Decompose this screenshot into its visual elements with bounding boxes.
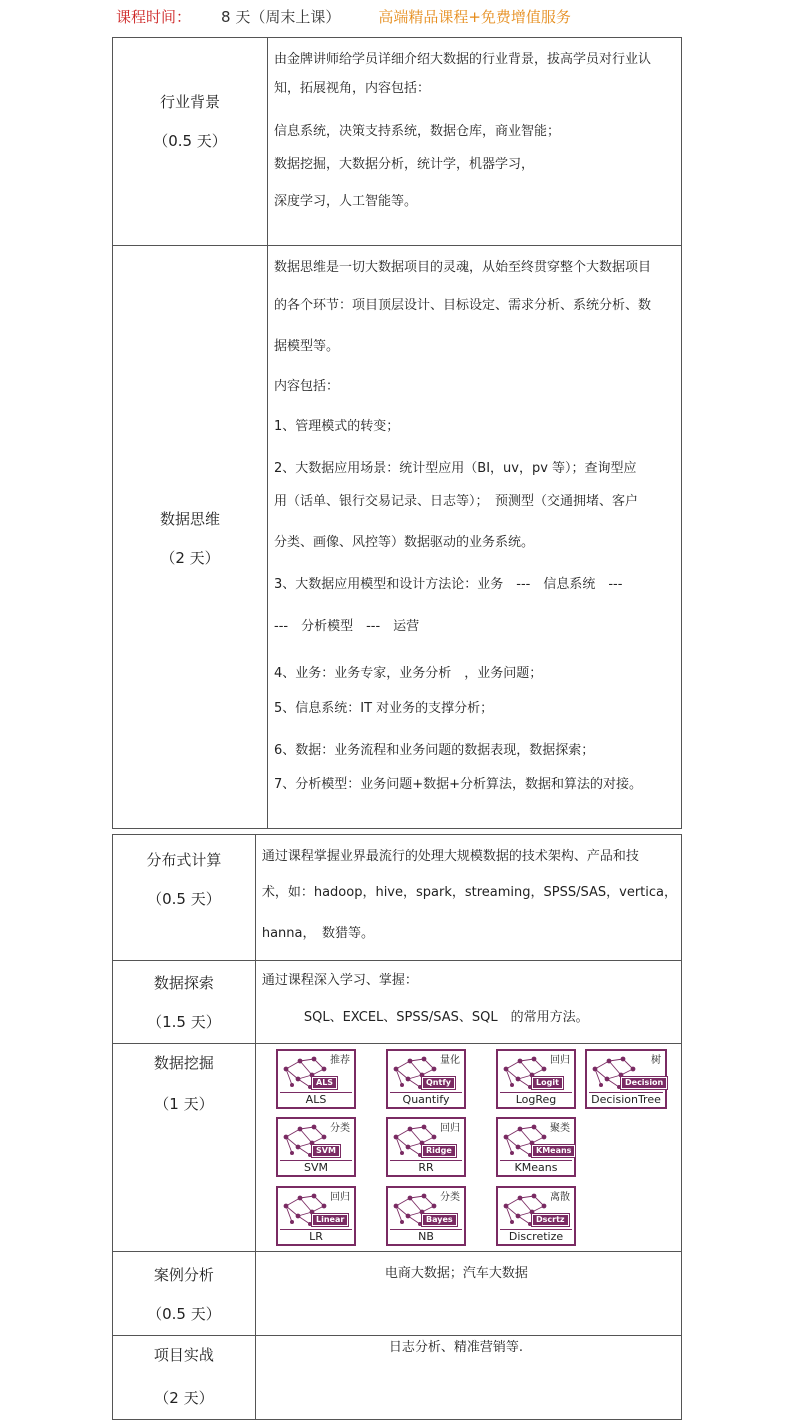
algorithm-category: 回归 bbox=[330, 1192, 350, 1203]
module-duration: （2 天） bbox=[154, 1389, 214, 1407]
module-name: 项目实战 bbox=[153, 1346, 214, 1364]
algorithm-badge: SVM bbox=[312, 1145, 340, 1157]
module-name: 数据思维 bbox=[159, 510, 220, 528]
content-line: hanna， 数猎等。 bbox=[261, 926, 374, 941]
module-row-cases bbox=[113, 1252, 682, 1336]
course-time-label: 课程时间： bbox=[116, 8, 192, 26]
module-row-exploration bbox=[113, 961, 682, 1044]
algorithm-category: 聚类 bbox=[550, 1123, 570, 1134]
course-time-header bbox=[116, 6, 571, 27]
module-name: 数据挖掘 bbox=[153, 1054, 214, 1072]
algorithm-badge: Dscrtz bbox=[532, 1214, 569, 1226]
algorithm-category: 推荐 bbox=[330, 1055, 350, 1066]
module-row-distributed bbox=[113, 835, 682, 961]
content-line: 6、数据：业务流程和业务问题的数据表现，数据探索； bbox=[274, 743, 595, 758]
algorithm-label: ALS bbox=[305, 1093, 327, 1106]
algorithm-category: 分类 bbox=[440, 1192, 460, 1203]
module-duration: （1 天） bbox=[154, 1095, 214, 1113]
content-line: 4、业务：业务专家，业务分析 ，业务问题； bbox=[274, 666, 543, 681]
content-line: 2、大数据应用场景：统计型应用（BI，uv，pv 等）；查询型应 bbox=[274, 461, 637, 476]
module-duration: （2 天） bbox=[160, 549, 220, 567]
course-days: 8 天（周末上课） bbox=[221, 8, 341, 26]
algorithm-tile-rr bbox=[386, 1117, 466, 1177]
content-line: 日志分析、精准营销等. bbox=[388, 1340, 523, 1355]
content-line: SQL、EXCEL、SPSS/SAS、SQL 的常用方法。 bbox=[303, 1010, 589, 1025]
algorithm-tile-svm bbox=[276, 1117, 356, 1177]
module-duration: （1.5 天） bbox=[147, 1013, 221, 1031]
module-title-cell bbox=[113, 1044, 256, 1252]
algorithm-badge: Decision bbox=[621, 1077, 667, 1089]
promo-text: 高端精品课程+免费增值服务 bbox=[378, 8, 571, 26]
algorithm-tile-quantify bbox=[386, 1049, 466, 1109]
content-line: 通过课程掌握业界最流行的处理大规模数据的技术架构、产品和技 bbox=[261, 849, 639, 864]
algorithm-category: 分类 bbox=[330, 1123, 350, 1134]
content-line: 信息系统，决策支持系统，数据仓库，商业智能； bbox=[274, 124, 561, 139]
module-title-cell bbox=[113, 835, 256, 961]
module-duration: （0.5 天） bbox=[147, 890, 221, 908]
algorithm-badge: KMeans bbox=[532, 1145, 575, 1157]
module-duration: （0.5 天） bbox=[147, 1305, 221, 1323]
algorithm-label: KMeans bbox=[514, 1161, 558, 1174]
algorithm-badge: Linear bbox=[312, 1214, 348, 1226]
module-title-cell bbox=[113, 961, 256, 1044]
course-table-part1 bbox=[112, 37, 682, 829]
content-line: 深度学习，人工智能等。 bbox=[274, 194, 418, 209]
algorithm-tile-als bbox=[276, 1049, 356, 1109]
content-line: 据模型等。 bbox=[274, 339, 340, 354]
module-name: 行业背景 bbox=[159, 93, 220, 111]
content-line: 分类、画像、风控等）数据驱动的业务系统。 bbox=[274, 535, 535, 550]
content-line: 术，如：hadoop，hive，spark，streaming，SPSS/SAS，vertica， bbox=[261, 885, 677, 900]
algorithm-label: DecisionTree bbox=[591, 1093, 661, 1106]
algorithm-badge: Ridge bbox=[422, 1145, 456, 1157]
module-title-cell bbox=[113, 1252, 256, 1336]
algorithm-category: 离散 bbox=[550, 1192, 570, 1203]
algorithm-tile-discretize bbox=[496, 1186, 576, 1246]
algorithm-badge: ALS bbox=[312, 1077, 337, 1089]
module-row-thinking bbox=[113, 246, 682, 829]
content-line: 5、信息系统：IT 对业务的支撑分析； bbox=[274, 701, 494, 716]
algorithm-tile-kmeans bbox=[496, 1117, 576, 1177]
content-line: 7、分析模型：业务问题+数据+分析算法，数据和算法的对接。 bbox=[274, 777, 643, 792]
module-content-cell bbox=[255, 1336, 681, 1420]
module-row-industry bbox=[113, 38, 682, 246]
algorithm-label: LogReg bbox=[515, 1093, 557, 1106]
algorithm-category: 树 bbox=[651, 1055, 661, 1066]
algorithm-tile-lr bbox=[276, 1186, 356, 1246]
module-content-cell bbox=[268, 38, 682, 246]
algorithm-category: 回归 bbox=[550, 1055, 570, 1066]
content-line: --- 分析模型 --- 运营 bbox=[274, 619, 420, 634]
module-name: 分布式计算 bbox=[146, 851, 222, 869]
content-line: 由金牌讲师给学员详细介绍大数据的行业背景，拔高学员对行业认 bbox=[274, 52, 652, 67]
algorithm-badge: Bayes bbox=[422, 1214, 457, 1226]
content-line: 3、大数据应用模型和设计方法论：业务 --- 信息系统 --- bbox=[274, 577, 623, 592]
module-content-cell bbox=[255, 1252, 681, 1336]
module-title-cell bbox=[113, 38, 268, 246]
module-content-cell bbox=[255, 961, 681, 1044]
algorithm-category: 量化 bbox=[440, 1055, 460, 1066]
algorithm-label: LR bbox=[309, 1230, 323, 1243]
module-title-cell bbox=[113, 246, 268, 829]
content-line: 内容包括： bbox=[274, 379, 340, 394]
algorithm-badge: Qntfy bbox=[422, 1077, 455, 1089]
algorithm-label: Discretize bbox=[508, 1230, 564, 1243]
algorithm-tile-logreg bbox=[496, 1049, 576, 1109]
algorithm-tile-nb bbox=[386, 1186, 466, 1246]
content-line: 电商大数据；汽车大数据 bbox=[384, 1266, 528, 1281]
module-content-cell bbox=[268, 246, 682, 829]
module-name: 案例分析 bbox=[153, 1266, 214, 1284]
content-line: 用（话单、银行交易记录、日志等）； 预测型（交通拥堵、客户 bbox=[274, 494, 639, 509]
algorithm-badge: Logit bbox=[532, 1077, 563, 1089]
module-row-project bbox=[113, 1336, 682, 1420]
module-title-cell bbox=[113, 1336, 256, 1420]
content-line: 的各个环节：项目顶层设计、目标设定、需求分析、系统分析、数 bbox=[274, 298, 652, 313]
content-line: 1、管理模式的转变； bbox=[274, 419, 400, 434]
module-content-cell bbox=[255, 835, 681, 961]
algorithm-label: Quantify bbox=[402, 1093, 450, 1106]
content-line: 通过课程深入学习、掌握： bbox=[261, 973, 418, 988]
content-line: 数据思维是一切大数据项目的灵魂，从始至终贯穿整个大数据项目 bbox=[274, 260, 652, 275]
algorithm-category: 回归 bbox=[440, 1123, 460, 1134]
algorithm-label: NB bbox=[418, 1230, 434, 1243]
algorithm-label: RR bbox=[418, 1161, 434, 1174]
module-duration: （0.5 天） bbox=[153, 132, 227, 150]
algorithm-tile-decisiontree bbox=[585, 1049, 667, 1109]
content-line: 数据挖掘，大数据分析，统计学，机器学习， bbox=[274, 157, 535, 172]
content-line: 知，拓展视角，内容包括： bbox=[274, 81, 431, 96]
module-name: 数据探索 bbox=[153, 974, 214, 992]
algorithm-label: SVM bbox=[304, 1161, 328, 1174]
